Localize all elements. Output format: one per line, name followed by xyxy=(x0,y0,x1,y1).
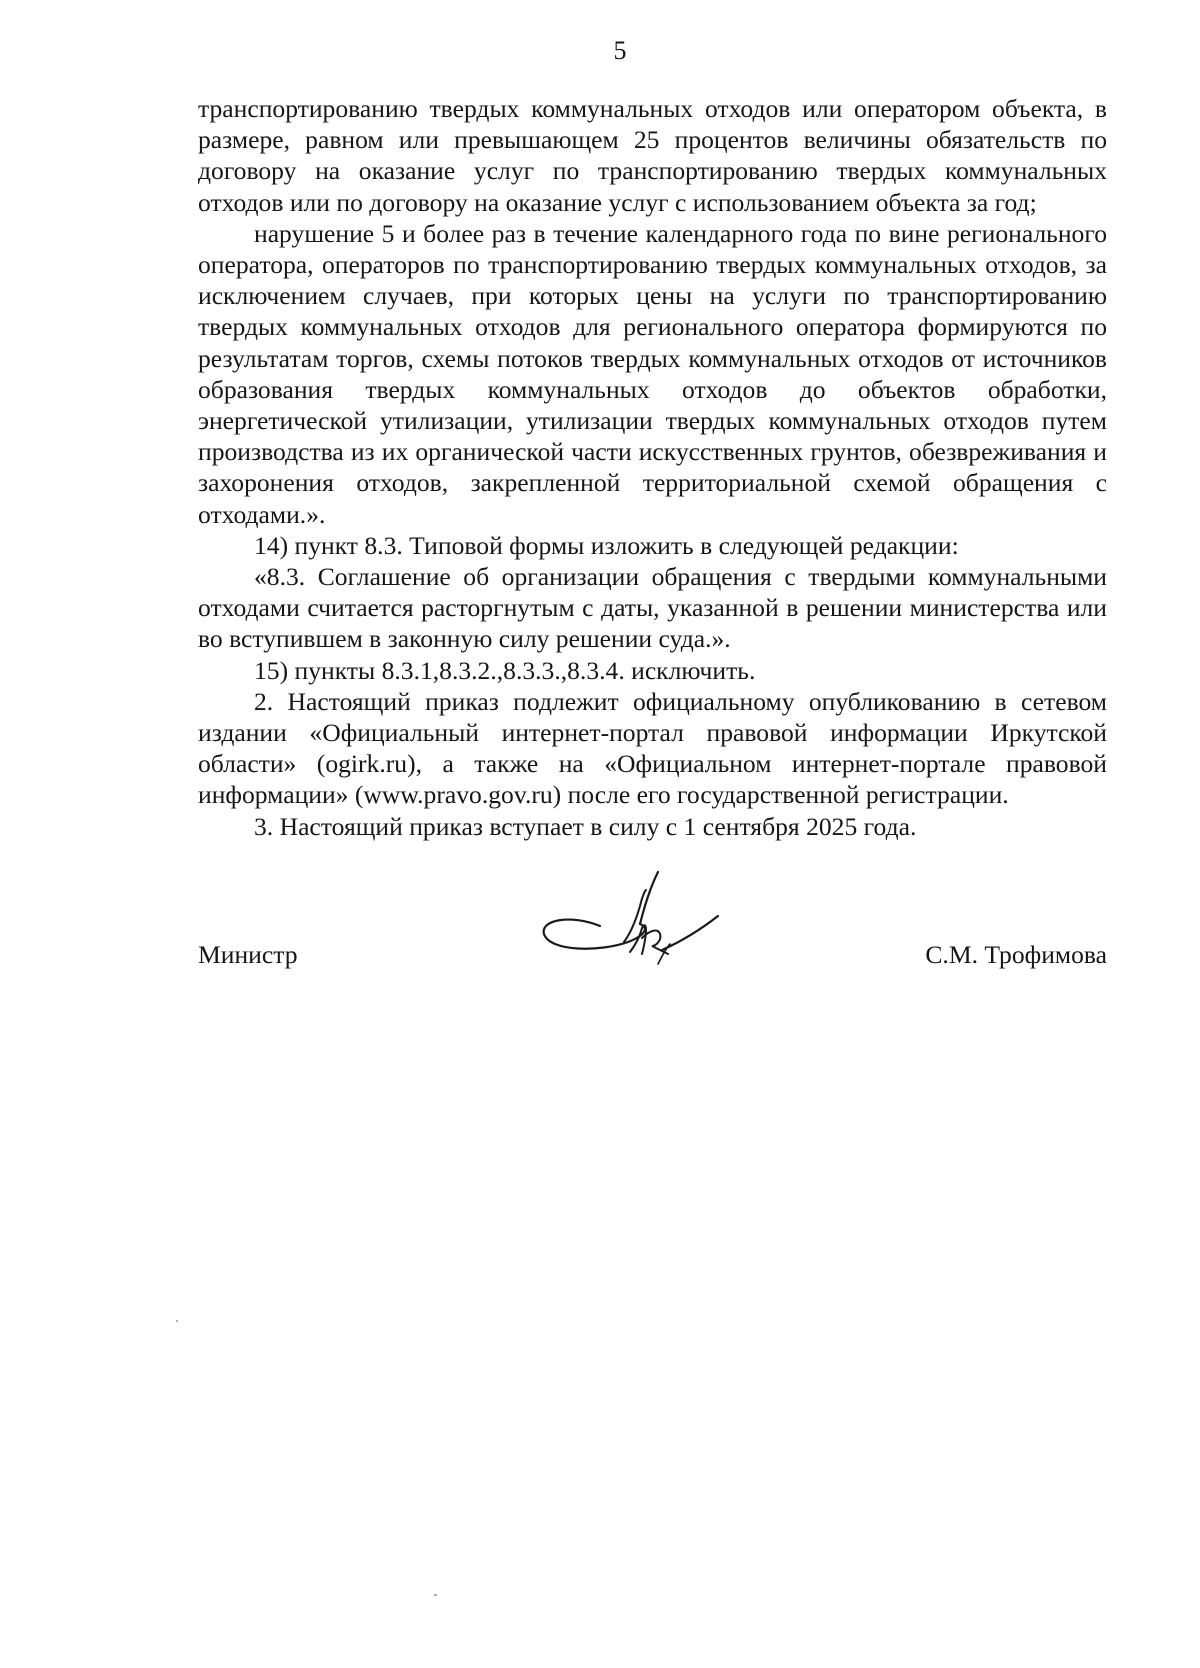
paragraph-continuation: транспортированию твердых коммунальных отходов или оператором объекта, в размере, равном или превышающем 25 процентов величины обязательств по договору на оказание услуг по транспортированию твердых коммунальных отходов или по договору на оказание услуг с использованием объекта за год; xyxy=(198,94,1107,217)
signatory-name: С.М. Трофимова xyxy=(925,940,1107,969)
scan-speck xyxy=(434,1594,437,1596)
paragraph-item-14: 14) пункт 8.3. Типовой формы изложить в следующей редакции: xyxy=(254,530,959,560)
scan-speck xyxy=(176,1320,178,1322)
paragraph-clause-8-3: «8.3. Соглашение об организации обращения с твердыми коммунальными отходами считается расторгнутым с даты, указанной в решении министерства или во вступившем в законную силу решении суда.». xyxy=(198,562,1107,654)
paragraph-publication: 2. Настоящий приказ подлежит официальному опубликованию в сетевом издании «Официальный интернет-портал правовой информации Иркутской области» (ogirk.ru), а также на «Официальном интернет-портале правовой информации» (www.pravo.gov.ru) после его государственной регистрации. xyxy=(198,686,1107,810)
paragraph-item-15: 15) пункты 8.3.1,8.3.2.,8.3.3.,8.3.4. исключить. xyxy=(254,655,756,685)
handwritten-signature-icon xyxy=(540,868,730,988)
paragraph-effective-date: 3. Настоящий приказ вступает в силу с 1 сентября 2025 года. xyxy=(254,811,917,841)
document-body xyxy=(198,93,1107,842)
page-number: 5 xyxy=(613,36,627,65)
paragraph-violation: нарушение 5 и более раз в течение календарного года по вине регионального оператора, операторов по транспортированию твердых коммунальных отходов, за исключением случаев, при которых цены на услуги по транспортированию твердых коммунальных отходов для регионального оператора формируются по результатам торгов, схемы потоков твердых коммунальных отходов от источников образования твердых коммунальных отходов до объектов обработки, энергетической утилизации, утилизации твердых коммунальных отходов путем производства из их органической части искусственных грунтов, обезвреживания и захоронения отходов, закрепленной территориальной схемой обращения с отходами.». xyxy=(198,218,1107,529)
signatory-title: Министр xyxy=(198,940,298,969)
